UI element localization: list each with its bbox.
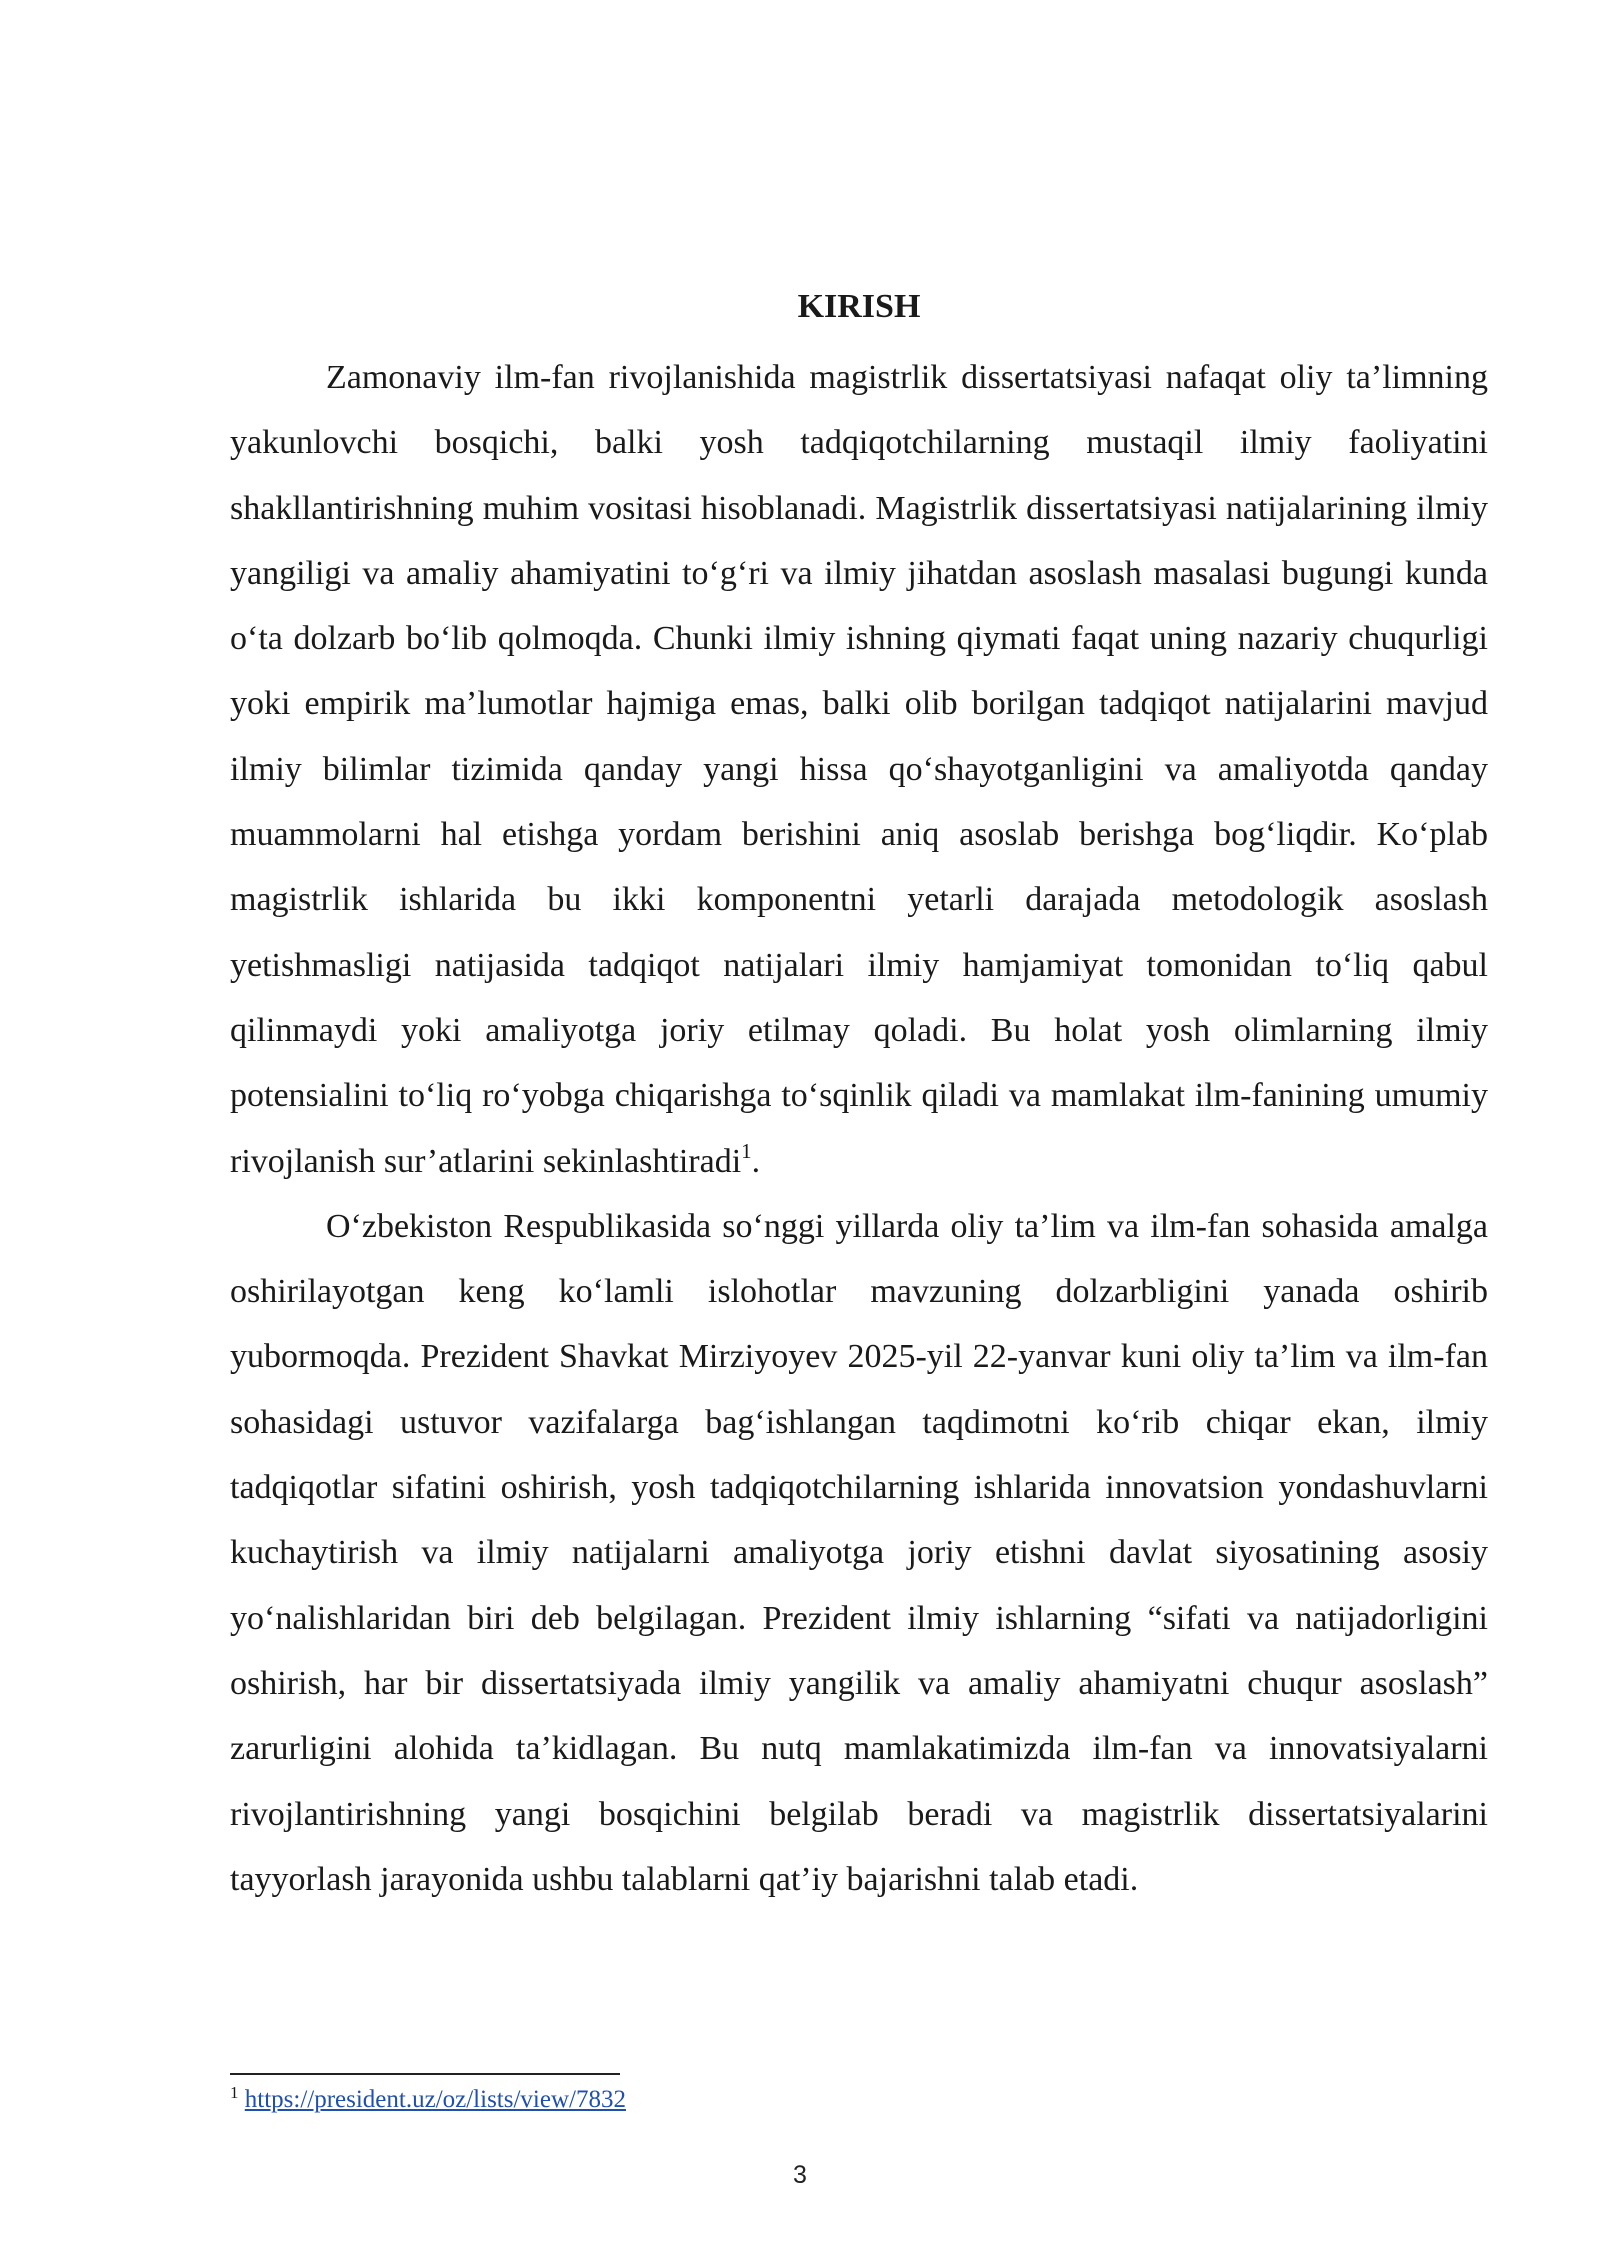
- paragraph-2: O‘zbekiston Respublikasida so‘nggi yillarda oliy ta’lim va ilm-fan sohasida amalga oshirilayotgan keng ko‘lamli islohotlar mavzuning dolzarbligini yanada oshirib yubormoqda. Prezident Shavkat Mirziyoyev 2025-yil 22-yanvar kuni oliy ta’lim va ilm-fan sohasidagi ustuvor vazifalarga bag‘ishlangan taqdimotni ko‘rib chiqar ekan, ilmiy tadqiqotlar sifatini oshirish, yosh tadqiqotchilarning ishlarida innovatsion yondashuvlarni kuchaytirish va ilmiy natijalarni amaliyotga joriy etishni davlat siyosatining asosiy yo‘nalishlaridan biri deb belgilagan. Prezident ilmiy ishlarning “sifati va natijadorligini oshirish, har bir dissertatsiyada ilmiy yangilik va amaliy ahamiyatni chuqur asoslash” zarurligini alohida ta’kidlagan. Bu nutq mamlakatimizda ilm-fan va innovatsiyalarni rivojlantirishning yangi bosqichini belgilab beradi va magistrlik dissertatsiyalarini tayyorlash jarayonida ushbu talablarni qat’iy bajarishni talab etadi.: [230, 1207, 1488, 1898]
- footnote: [230, 2084, 626, 2116]
- body-text: [230, 345, 1488, 1912]
- paragraph-1-ending: .: [751, 1142, 761, 1180]
- footnote-link[interactable]: https://president.uz/oz/lists/view/7832: [244, 2086, 626, 2113]
- footnote-number: 1: [230, 2083, 239, 2102]
- footnote-separator: [230, 2073, 620, 2075]
- paragraph-1: [230, 345, 1488, 1194]
- footnote-reference[interactable]: 1: [741, 1138, 752, 1163]
- section-heading: KIRISH: [797, 288, 921, 325]
- paragraph-1-text: Zamonaviy ilm-fan rivojlanishida magistrlik dissertatsiyasi nafaqat oliy ta’limning yakunlovchi bosqichi, balki yosh tadqiqotchilarning mustaqil ilmiy faoliyatini shakllantirishning muhim vositasi hisoblanadi. Magistrlik dissertatsiyasi natijalarining ilmiy yangiligi va amaliy ahamiyatini to‘g‘ri va ilmiy jihatdan asoslash masalasi bugungi kunda o‘ta dolzarb bo‘lib qolmoqda. Chunki ilmiy ishning qiymati faqat uning nazariy chuqurligi yoki empirik ma’lumotlar hajmiga emas, balki olib borilgan tadqiqot natijalarini mavjud ilmiy bilimlar tizimida qanday yangi hissa qo‘shayotganligini va amaliyotda qanday muammolarni hal etishga yordam berishini aniq asoslab berishga bog‘liqdir. Ko‘plab magistrlik ishlarida bu ikki komponentni yetarli darajada metodologik asoslash yetishmasligi natijasida tadqiqot natijalari ilmiy hamjamiyat tomonidan to‘liq qabul qilinmaydi yoki amaliyotga joriy etilmay qoladi. Bu holat yosh olimlarning ilmiy potensialini to‘liq ro‘yobga chiqarishga to‘sqinlik qiladi va mamlakat ilm-fanining umumiy rivojlanish sur’atlarini sekinlashtiradi: [230, 359, 1488, 1180]
- page-number: 3: [793, 2161, 807, 2189]
